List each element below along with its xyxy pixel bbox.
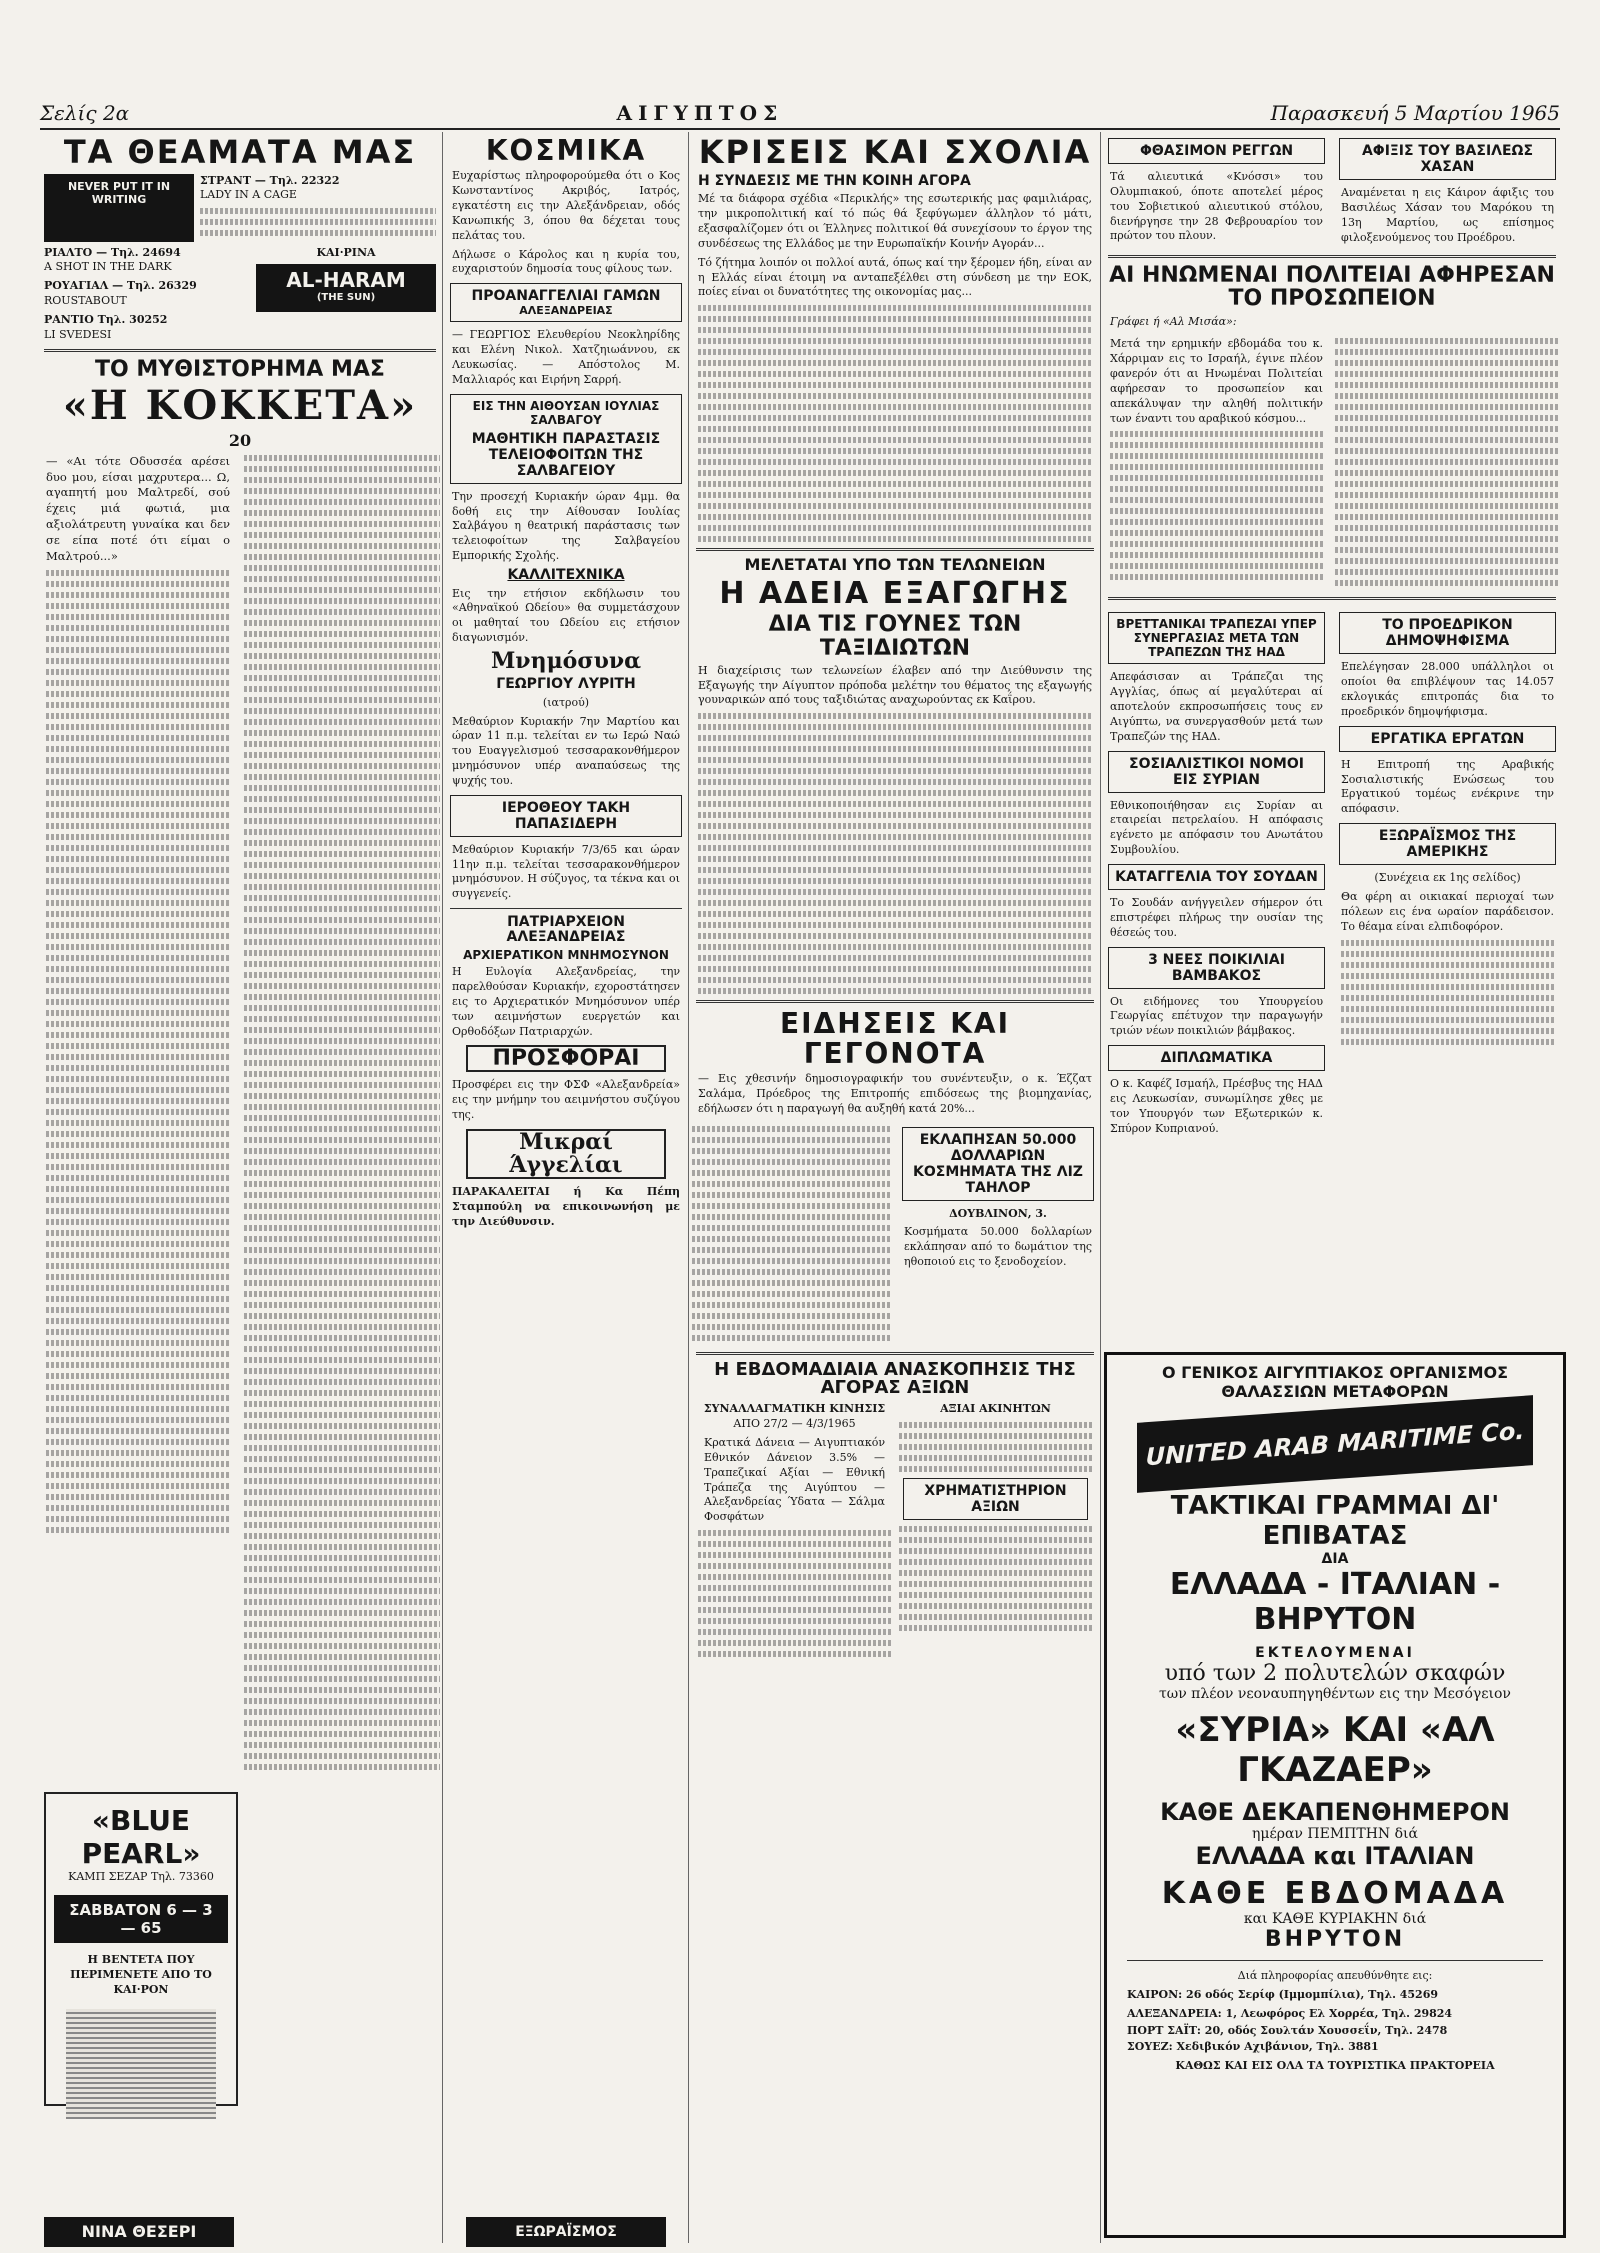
kairina-cinema: ΚΑΙ·ΡΙΝΑ <box>316 245 376 259</box>
rialto-film: A SHOT IN THE DARK <box>44 260 172 274</box>
art-title: ΚΑΛΛΙΤΕΧΝΙΚΑ <box>507 566 625 583</box>
ship-thursday: ημέραν ΠΕΜΠΤΗΝ διά <box>1252 1826 1418 1842</box>
diplomatic-text: Ο κ. Καφέζ Ισμαήλ, Πρέσβυς της ΗΑΔ εις Λευκωσίαν, συνωμίλησε χθες με τον Υπουργόν των Εξωτερικών κ. Σπύρον Κυπριανού. <box>1110 1077 1323 1135</box>
novel-installment: 20 <box>228 430 252 450</box>
ship-agents: ΚΑΘΩΣ ΚΑΙ ΕΙΣ ΟΛΑ ΤΑ ΤΟΥΡΙΣΤΙΚΑ ΠΡΑΚΤΟΡΕΙΑ <box>1175 2059 1495 2073</box>
school-title: ΜΑΘΗΤΙΚΗ ΠΑΡΑΣΤΑΣΙΣ ΤΕΛΕΙΟΦΟΙΤΩΝ ΤΗΣ ΣΑΛΒΑΓΕΙΟΥ <box>471 430 661 479</box>
strand-cinema: ΣΤΡΑΝΤ — Τηλ. 22322 <box>200 173 340 187</box>
commentary-text-2: Τό ζήτημα λοιπόν οι πολλοί αυτά, όπως καί την ξέρομεν ήδη, είναι αν η Ελλάς είναι έτοιμη να ανταπεξέλθει στη σύνδεση με την ΕΟΚ, ποίες είναι οι δυνατότητες της οικονομίας μας... <box>698 255 1092 299</box>
memorial-2-name: ΙΕΡΟΘΕΟΥ ΤΑΚΗ ΠΑΠΑΣΙΔΕΡΗ <box>450 795 682 837</box>
weddings-title: ΠΡΟΑΝΑΓΓΕΛΙΑΙ ΓΑΜΩΝ <box>471 288 661 305</box>
blue-pearl-text: Η ΒΕΝΤΕΤΑ ΠΟΥ ΠΕΡΙΜΕΝΕΤΕ ΑΠΟ ΤΟ ΚΑΙ·ΡΟΝ <box>70 1952 212 1996</box>
column-divider <box>1100 132 1101 2243</box>
ship-cairo: ΚΑΙΡΟΝ: 26 οδός Σερίφ (Ιμμομπίλια), Τηλ. 45269 <box>1127 1987 1439 2001</box>
us-text: Μετά την ερημικήν εβδομάδα του κ. Χάρριμαν εις το Ισραήλ, έγινε πλέον φανερόν ότι αι Ηνωμέναι Πολιτείαι αφήρεσαν το προσωπείον και απεκάλυψαν την αληθή πολιτικήν των έναντι του αραβικού κόσμου... <box>1110 337 1323 425</box>
ship-fortnightly: ΚΑΘΕ ΔΕΚΑΠΕΝΘΗΜΕΡΟΝ <box>1160 1798 1510 1826</box>
blue-pearl-date: ΣΑΒΒΑΤΟΝ 6 — 3 — 65 <box>54 1895 228 1943</box>
news-headline: ΕΙΔΗΣΕΙΣ ΚΑΙ ΓΕΓΟΝΟΤΑ <box>780 1007 1010 1070</box>
offerings-title: ΠΡΟΣΦΟΡΑΙ <box>466 1045 666 1072</box>
section-title: ΤΑ ΘΕΑΜΑΤΑ ΜΑΣ <box>63 133 417 171</box>
blue-pearl-title: «BLUE PEARL» <box>81 1804 201 1870</box>
america-continued: (Συνέχεια εκ 1ης σελίδος) <box>1374 871 1521 885</box>
column-news <box>1104 132 1560 2073</box>
memorial-1-role: (ιατρού) <box>542 695 590 709</box>
ship-port-said: ΠΟΡΤ ΣΑΪΤ: 20, οδός Σουλτάν Χουσσεΐν, Τηλ. 2478 <box>1127 2023 1448 2037</box>
column-social <box>446 132 686 2240</box>
weddings-sub: ΑΛΕΞΑΝΔΡΕΙΑΣ <box>519 304 613 318</box>
export-text: Η διαχείρισις των τελωνείων έλαβεν από την Διεύθυνσιν της Εξαγωγής την Αίγυπτον πρόποδα μελέτην του θέματος της εξαγωγής γουναρικών από τους ταξιδιώτας αναχωρούντας εκ Καΐρου. <box>698 663 1092 707</box>
column-divider <box>442 132 443 2243</box>
strand-film: LADY IN A CAGE <box>200 188 297 202</box>
memorial-1-text: Μεθαύριον Κυριακήν 7ην Μαρτίου και ώραν 11 π.μ. τελείται εν τω Ιερώ Ναώ του Ευαγγελισμού τεσσαρακονθήμερον μνημόσυνον υπέρ αναπαύσεως της ψυχής του. <box>452 714 680 787</box>
school-box <box>450 394 682 484</box>
banks-headline: ΒΡΕΤΤΑΝΙΚΑΙ ΤΡΑΠΕΖΑΙ ΥΠΕΡ ΣΥΝΕΡΓΑΣΙΑΣ ΜΕΤΑ ΤΩΝ ΤΡΑΠΕΖΩΝ ΤΗΣ ΗΑΔ <box>1108 612 1325 664</box>
memorials-title: Μνημόσυνα <box>490 647 642 674</box>
ship-org: Ο ΓΕΝΙΚΟΣ ΑΙΓΥΠΤΙΑΚΟΣ ΟΡΓΑΝΙΣΜΟΣ ΘΑΛΑΣΣΙΩΝ ΜΕΤΑΦΟΡΩΝ <box>1161 1363 1509 1401</box>
blue-pearl-photo <box>66 2009 216 2119</box>
ship-modern: των πλέον νεοναυπηγηθέντων εις την Μεσόγειον <box>1159 1686 1511 1702</box>
export-headline: Η ΑΔΕΙΑ ΕΞΑΓΩΓΗΣ <box>719 575 1071 611</box>
exchange-dates: ΑΠΟ 27/2 — 4/3/1965 <box>733 1417 856 1431</box>
export-subheadline: ΔΙΑ ΤΙΣ ΓΟΥΝΕΣ ΤΩΝ ΤΑΞΙΔΙΩΤΩΝ <box>768 612 1022 661</box>
column-commentary <box>692 132 1098 1666</box>
issue-date: Παρασκευή 5 Μαρτίου 1965 <box>1270 101 1560 125</box>
ship-weekly: ΚΑΘΕ ΕΒΔΟΜΑΔΑ <box>1161 1876 1509 1911</box>
sudan-text: Το Σουδάν ανήγγειλεν σήμερον ότι επιστρέφει πλήρως την ουσίαν της θέσεώς του. <box>1110 896 1323 939</box>
commentary-subtitle: Η ΣΥΝΔΕΣΙΣ ΜΕ ΤΗΝ ΚΟΙΝΗ ΑΓΟΡΑ <box>698 172 971 189</box>
america-text: Θα φέρη αι οικιακαί περιοχαί των πόλεων εις ένα ωραίον παράδεισον. Το θέαμα είναι ελπιδοφόρον. <box>1341 890 1554 933</box>
socialist-headline: ΣΟΣΙΑΛΙΣΤΙΚΟΙ ΝΟΜΟΙ ΕΙΣ ΣΥΡΙΑΝ <box>1108 751 1325 793</box>
bottom-ad: ΝΙΝΑ ΘΕΣΕΡΙ <box>44 2217 234 2247</box>
social-text-1: Ευχαρίστως πληροφορούμεθα ότι ο Κος Κωνσταντίνος Ακριβός, Ιατρός, εγκατέστη εις την Αλεξάνδρειαν, οδός Κανωπικής 3, όπου θα δέχεται τους πελάτας του. <box>452 169 680 242</box>
king-arrival-title: ΑΦΙΞΙΣ ΤΟΥ ΒΑΣΙΛΕΩΣ ΧΑΣΑΝ <box>1339 138 1556 180</box>
ship-info: Διά πληροφορίας απευθύνθητε εις: <box>1237 1969 1433 1982</box>
art-text: Εις την ετήσιον εκδήλωσιν του «Αθηναϊκού Ωδείου» θα συμμετάσχουν οι μαθηταί του Ωδείου εις ετήσιον διαγωνισμόν. <box>452 586 680 645</box>
shipping-ad <box>1104 1352 1566 2238</box>
novel-title: «Η ΚΟΚΚΕΤΑ» <box>62 381 418 429</box>
classifieds-title: Μικραί Άγγελίαι <box>466 1129 666 1179</box>
school-text: Την προσεχή Κυριακήν ώραν 4μμ. θα δοθή εις την Αίθουσαν Ιουλίας Σαλβάγου η θεατρική παράστασις των τελειοφοίτων της Σαλβαγείου Εμπορικής Σχολής. <box>452 489 680 563</box>
socialist-text: Εθνικοποιήθησαν εις Συρίαν αι εταιρείαι πετρελαίου. Η απόφασις εγένετο με απόφασιν του Ανωτάτου Συμβουλίου. <box>1110 798 1323 857</box>
diplomatic-headline: ΔΙΠΛΩΜΑΤΙΚΑ <box>1108 1045 1325 1071</box>
patriarchate-title: ΠΑΤΡΙΑΡΧΕΙΟΝ ΑΛΕΞΑΝΔΡΕΙΑΣ <box>506 914 626 945</box>
ship-alexandria: ΑΛΕΞΑΝΔΡΕΙΑ: 1, Λεωφόρος Ελ Χορρέα, Τηλ. 29824 <box>1127 2006 1453 2020</box>
theft-dateline: ΔΟΥΒΛΙΝΟΝ, 3. <box>949 1206 1047 1220</box>
banks-text: Απεφάσισαν αι Τράπεζαι της Αγγλίας, όπως αί μεγαλύτεραι αί αποτελούν εκπροσωπήσεις τους εν Αιγύπτω, να συνεργασθούν μετά των Τραπεζών της ΗΑΔ. <box>1110 670 1323 743</box>
memorial-2-text: Μεθαύριον Κυριακήν 7/3/65 και ώραν 11ην π.μ. τελείται τεσσαρακονθήμερον μνημόσυνον. Η σύζυγος, τα τέκνα και οι συγγενείς. <box>452 842 680 901</box>
referendum-text: Επελέγησαν 28.000 υπάλληλοι οι οποίοι θα επιβλέψουν τας 14.057 εκλογικάς επιτροπάς δια το προεδρικόν δημοψήφισμα. <box>1341 660 1554 718</box>
al-haram-ad <box>256 264 436 312</box>
classifieds-text: ΠΑΡΑΚΑΛΕΙΤΑΙ ή Κα Πέπη Σταμπούλη να επικοινωνήση με την Διεύθυνσιν. <box>452 1185 680 1228</box>
patriarchate-text: Η Ευλογία Αλεξανδρείας, την παρελθούσαν Κυριακήν, εχοροστάτησεν εις το Αρχιερατικόν Μνημόσυνον υπέρ των αειμνήστων ευεργετών και Ορθοδόξων Πατριαρχών. <box>452 965 680 1038</box>
us-headline: ΑΙ ΗΝΩΜΕΝΑΙ ΠΟΛΙΤΕΙΑΙ ΑΦΗΡΕΣΑΝ ΤΟ ΠΡΟΣΩΠΕΙΟΝ <box>1109 263 1555 312</box>
weddings-text: — ΓΕΩΡΓΙΟΣ Ελευθερίου Νεοκληρίδης και Ελένη Νικολ. Χατζηιωάννου, εκ Λευκωσίας. — Απόστολος Μ. Μαλλιαρός και Ειρήνη Σαρρή. <box>452 328 680 386</box>
memorial-1-name: ΓΕΩΡΓΙΟΥ ΛΥΡΙΤΗ <box>496 676 636 693</box>
ship-beirut: ΒΗΡΥΤΟΝ <box>1264 1927 1406 1952</box>
rialto-cinema: ΡΙΑΛΤΟ — Τηλ. 24694 <box>44 245 181 259</box>
news-text: — Εις χθεσινήν δημοσιογραφικήν του συνέντευξιν, ο κ. Έζζατ Σαλάμα, Πρόεδρος της Επιτροπής επιδόσεως της βιομηχανίας, εδήλωσεν ότι η παραγωγή θα αυξηθή κατά 20%... <box>698 1071 1092 1115</box>
export-kicker: ΜΕΛΕΤΑΤΑΙ ΥΠΟ ΤΩΝ ΤΕΛΩΝΕΙΩΝ <box>744 555 1046 575</box>
ship-greece-italy: ΕΛΛΑΔΑ και ΙΤΑΛΙΑΝ <box>1195 1842 1475 1870</box>
workers-text: Η Επιτροπή της Αραβικής Σοσιαλιστικής Ενώσεως του Εργατικού τομέως ενέκρινε την απόφασιν. <box>1341 757 1554 816</box>
stock-exchange-title: ΧΡΗΜΑΤΙΣΤΗΡΙΟΝ ΑΞΙΩΝ <box>903 1478 1088 1520</box>
exchange-title: ΣΥΝΑΛΛΑΓΜΑΤΙΚΗ ΚΙΝΗΣΙΣ <box>703 1402 886 1416</box>
ship-sunday: και ΚΑΘΕ ΚΥΡΙΑΚΗΝ διά <box>1243 1911 1427 1927</box>
us-byline: Γράφει ή «Αλ Μισάα»: <box>1110 314 1237 328</box>
social-text-2: Δήλωσε ο Κάρολος και η κυρία του, ευχαριστούν δημοσία τους φίλους των. <box>452 247 680 276</box>
cotton-headline: 3 ΝΕΕΣ ΠΟΙΚΙΛΙΑΙ ΒΑΜΒΑΚΟΣ <box>1108 947 1325 989</box>
al-haram-sub: (THE SUN) <box>316 292 376 304</box>
royal-cinema: ΡΟΥΑΓΙΑΛ — Τηλ. 26329 <box>44 279 197 293</box>
royal-film: ROUSTABOUT <box>44 294 127 308</box>
al-haram-film: AL-HARAM <box>286 268 406 293</box>
commentary-text-1: Μέ τα διάφορα σχέδια «Περικλής» της εσωτερικής μας φαμιλιάρας, την μικροπολιτική καί τό πώς θά ξεφύγωμεν άλληλον τό μάτι, εξασφαλίζομεν ότι οι Έλληνες πολιτικοί θά συνεχίσουν το έργον της συνδέσεως της Ελλάδος με την Ευρωπαϊκήν Κοινήν Αγοράν... <box>698 192 1092 250</box>
america-headline: ΕΞΩΡΑΪΣΜΟΣ ΤΗΣ ΑΜΕΡΙΚΗΣ <box>1339 823 1556 865</box>
newspaper-title: ΑΙΓΥΠΤΟΣ <box>616 101 784 125</box>
radio-cinema: ΡΑΝΤΙΟ Τηλ. 30252 <box>44 312 168 326</box>
referendum-headline: ΤΟ ΠΡΟΕΔΡΙΚΟΝ ΔΗΜΟΨΗΦΙΣΜΑ <box>1339 612 1556 654</box>
ship-regular-lines: ΤΑΚΤΙΚΑΙ ΓΡΑΜΜΑΙ ΔΙ' ΕΠΙΒΑΤΑΣ <box>1170 1491 1500 1551</box>
column-entertainment <box>40 132 440 2241</box>
column-divider <box>688 132 689 2243</box>
metro-film-title: NEVER PUT IT IN WRITING <box>67 179 171 206</box>
patriarchate-sub: ΑΡΧΙΕΡΑΤΙΚΟΝ ΜΝΗΜΟΣΥΝΟΝ <box>463 947 669 962</box>
section-title: ΚΟΣΜΙΚΑ <box>485 134 647 167</box>
offerings-text: Προσφέρει εις την ΦΣΦ «Αλεξανδρεία» εις την μνήμην του αειμνήστου συζύγου της. <box>452 1078 680 1122</box>
ship-brand-banner: UNITED ARAB MARITIME Co. <box>1137 1395 1533 1493</box>
property-title: ΑΞΙΑΙ ΑΚΙΝΗΤΩΝ <box>940 1402 1051 1416</box>
weddings-box <box>450 283 682 322</box>
radio-film: LI SVEDESI <box>44 327 112 341</box>
market-table-text: Κρατικά Δάνεια — Αιγυπτιακόν Εθνικόν Δάνειον 3.5% — Τραπεζικαί Αξίαι — Εθνική Τράπεζα της Αιγύπτου — Αλεξανδρείας Ύδατα — Σάλμα Φοσφάτων <box>704 1435 885 1524</box>
masthead <box>40 98 1560 130</box>
section-title: ΚΡΙΣΕΙΣ ΚΑΙ ΣΧΟΛΙΑ <box>698 133 1092 171</box>
sudan-headline: ΚΑΤΑΓΓΕΛΙΑ ΤΟΥ ΣΟΥΔΑΝ <box>1108 864 1325 890</box>
theft-text: Κοσμήματα 50.000 δολλαρίων εκλάπησαν από το δωμάτιον της ηθοποιού εις το ξενοδοχείον. <box>904 1225 1092 1269</box>
workers-headline: ΕΡΓΑΤΙΚΑ ΕΡΓΑΤΩΝ <box>1339 726 1556 752</box>
herring-text: Τά αλιευτικά «Κνόσσι» του Ολυμπιακού, όποτε αποτελεί μέρος του Σοβιετικού αλιευτικού στόλου, διενήργησε την 28 Φεβρουαρίου τον πρώτον του πλουν. <box>1110 170 1323 243</box>
ship-names: «ΣΥΡΙΑ» ΚΑΙ «ΑΛ ΓΚΑΖΑΕΡ» <box>1175 1710 1495 1790</box>
king-arrival-text: Αναμένεται η εις Κάιρον άφιξις του Βασιλέως Χάσαν του Μαρόκου τη 13η Μαρτίου, ως επίσημος φιλοξενούμενος του Προέδρου. <box>1341 186 1554 244</box>
blue-pearl-address: ΚΑΜΠ ΣΕΖΑΡ Τηλ. 73360 <box>68 1870 214 1883</box>
market-headline: Η ΕΒΔΟΜΑΔΙΑΙΑ ΑΝΑΣΚΟΠΗΣΙΣ ΤΗΣ ΑΓΟΡΑΣ ΑΞΙΩΝ <box>714 1358 1076 1399</box>
ship-suez: ΣΟΥΕΖ: Χεδιβικόν Αχιβάνιον, Τηλ. 3881 <box>1127 2040 1379 2054</box>
ship-dia: ΔΙΑ <box>1321 1551 1349 1567</box>
herring-title: ΦΘΑΣΙΜΟΝ ΡΕΓΓΩΝ <box>1108 138 1325 164</box>
metro-cinema-ad <box>44 174 194 242</box>
ship-by: υπό των 2 πολυτελών σκαφών <box>1164 1661 1506 1686</box>
page-number: Σελίς 2α <box>40 101 130 125</box>
cotton-text: Οι ειδήμονες του Υπουργείου Γεωργίας επέτυχον την παραγωγήν τριών νέων ποικιλιών βάμβακος. <box>1110 994 1323 1038</box>
ship-executed: ΕΚΤΕΛΟΥΜΕΝΑΙ <box>1255 1645 1415 1661</box>
school-venue: ΕΙΣ ΤΗΝ ΑΙΘΟΥΣΑΝ ΙΟΥΛΙΑΣ ΣΑΛΒΑΓΟΥ <box>472 398 660 427</box>
novel-text: — «Αι τότε Οδυσσέα αρέσει δυο μου, είσαι μαχρυτερα... Ω, αγαπητή μου Μαλτρεδί, σού έχεις μιά φωτιά, μια αξιολάτρευτη γυναίκα και δεν σε είπα ποτέ ότι είμαι ο Μαλτρού...» <box>46 453 230 563</box>
novel-header: ΤΟ ΜΥΘΙΣΤΟΡΗΜΑ ΜΑΣ <box>95 356 385 382</box>
bottom-strip-2: ΕΞΩΡΑΪΣΜΟΣ <box>466 2217 666 2247</box>
ship-destinations: ΕΛΛΑΔΑ - ΙΤΑΛΙΑΝ - ΒΗΡΥΤΟΝ <box>1169 1567 1501 1637</box>
blue-pearl-ad <box>44 1792 238 2106</box>
theft-headline: ΕΚΛΑΠΗΣΑΝ 50.000 ΔΟΛΛΑΡΙΩΝ ΚΟΣΜΗΜΑΤΑ ΤΗΣ ΛΙΖ ΤΑΗΛΟΡ <box>902 1127 1094 1201</box>
